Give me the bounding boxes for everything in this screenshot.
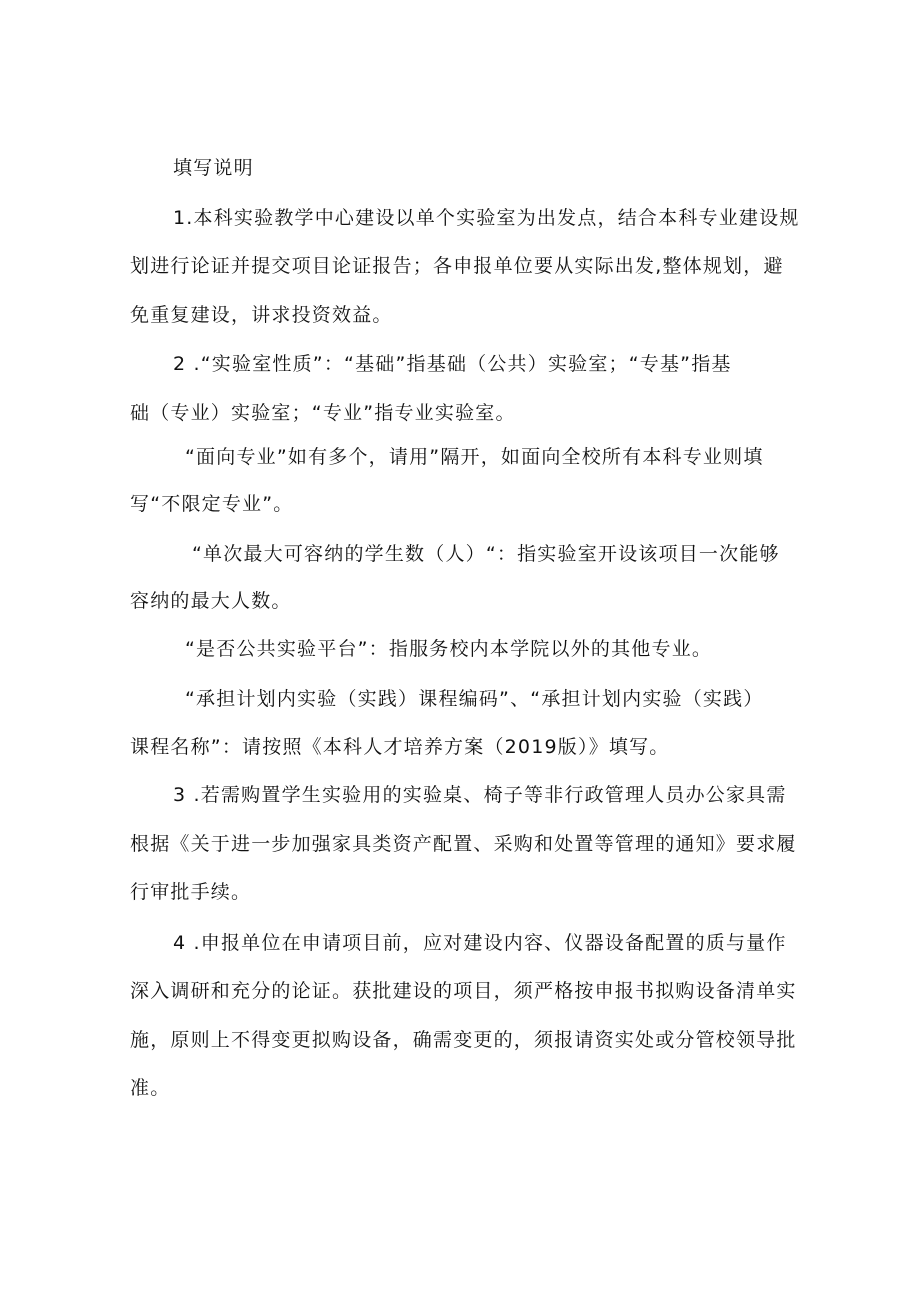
item-3-line-1: 3 .若需购置学生实验用的实验桌、椅子等非行政管理人员办公家具需 <box>173 784 787 806</box>
item-4-line-2: 深入调研和充分的论证。获批建设的项目，须严格按申报书拟购设备清单实 <box>130 980 797 1002</box>
item-3-line-2: 根据《关于进一步加强家具类资产配置、采购和处置等管理的通知》要求履 <box>130 833 797 855</box>
item-1-line-2: 划进行论证并提交项目论证报告；各申报单位要从实际出发,整体规划，避 <box>130 255 784 277</box>
item-3-line-3: 行审批手续。 <box>130 881 252 903</box>
platform-note-line-1: “是否公共实验平台”：指服务校内本学院以外的其他专业。 <box>185 638 713 660</box>
item-4-line-4: 准。 <box>130 1077 171 1099</box>
item-4-line-1: 4 .申报单位在申请项目前，应对建设内容、仪器设备配置的质与量作 <box>173 932 787 954</box>
item-1-line-3: 免重复建设，讲求投资效益。 <box>130 304 393 326</box>
students-note-line-2: 容纳的最大人数。 <box>130 590 292 612</box>
item-1-line-1: 1.本科实验教学中心建设以单个实验室为出发点，结合本科专业建设规 <box>173 207 800 229</box>
item-4-line-3: 施，原则上不得变更拟购设备，确需变更的，须报请资实处或分管校领导批 <box>130 1029 797 1051</box>
item-2-line-2: 础（专业）实验室；“专业”指专业实验室。 <box>130 402 516 424</box>
students-note-line-1: “单次最大可容纳的学生数（人）“：指实验室开设该项目一次能够 <box>192 543 780 565</box>
course-note-line-2: 课程名称”：请按照《本科人才培养方案（2019版）》填写。 <box>130 736 670 758</box>
section-heading: 填写说明 <box>173 157 254 179</box>
course-note-line-1: “承担计划内实验（实践）课程编码”、“承担计划内实验（实践） <box>185 688 764 710</box>
major-note-line-2: 写“不限定专业”。 <box>130 493 294 515</box>
major-note-line-1: “面向专业”如有多个，请用”隔开，如面向全校所有本科专业则填 <box>185 446 764 468</box>
item-2-line-1: 2 .“实验室性质”：“基础”指基础（公共）实验室；“专基”指基 <box>173 353 732 375</box>
